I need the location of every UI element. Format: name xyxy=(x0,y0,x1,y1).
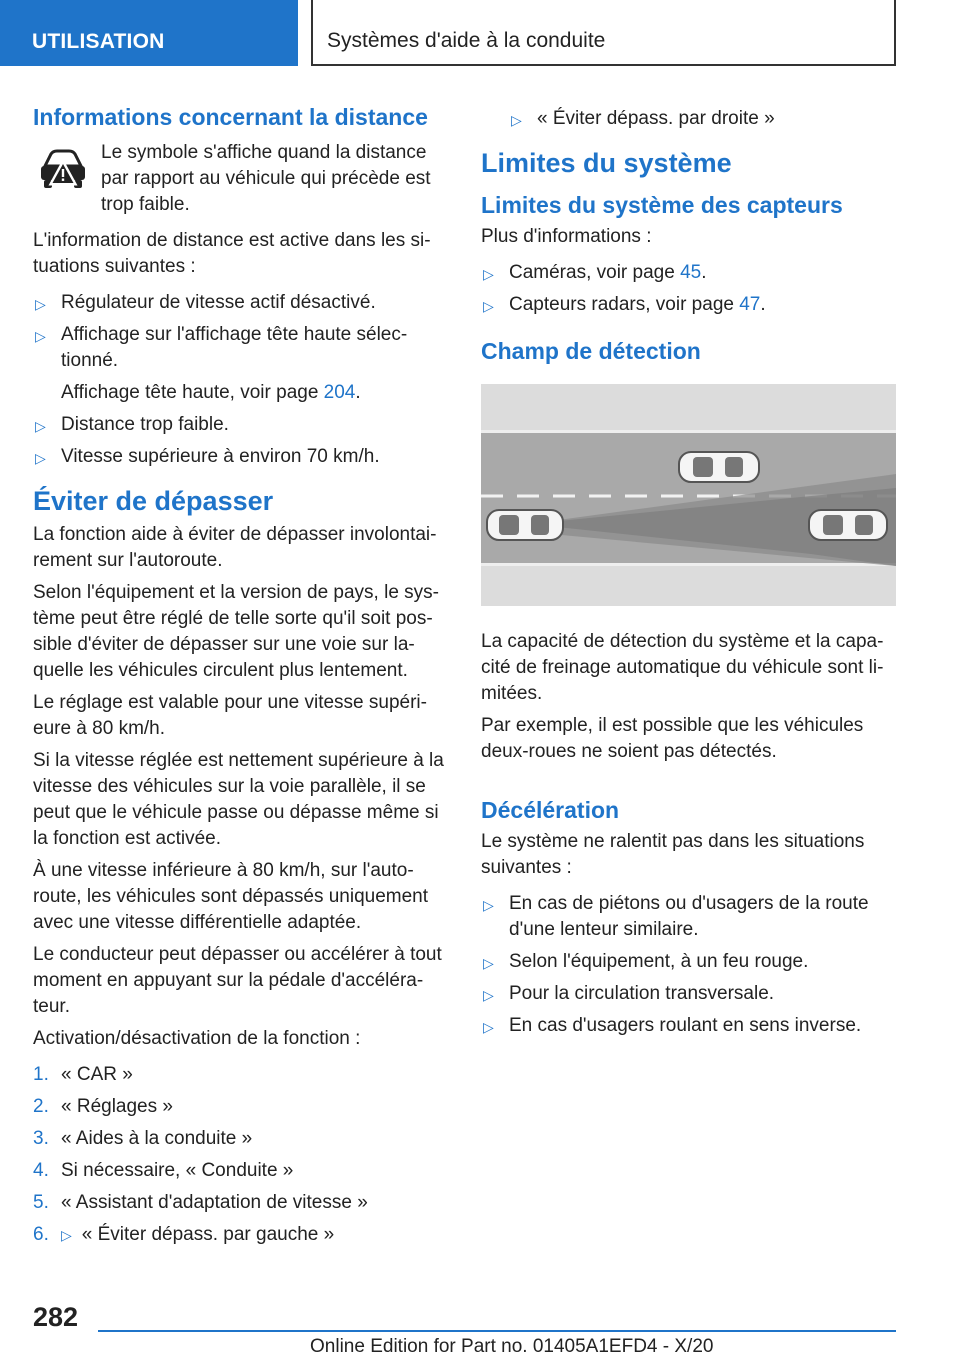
page-header xyxy=(0,0,960,66)
left-column xyxy=(33,100,445,1258)
chapter-box xyxy=(311,0,896,66)
sub-step-list xyxy=(481,106,896,132)
page-link[interactable]: 45 xyxy=(680,262,702,283)
heading-distance-info: Informations concernant la distance xyxy=(33,104,428,130)
paragraph: La capacité de détection du système et la capa-cité de freinage automatique du véhicule sont li-mitées. xyxy=(481,631,884,704)
paragraph: À une vitesse inférieure à 80 km/h, sur l'auto-route, les véhicules sont dépassés uniquement avec une vitesse différentielle adaptée. xyxy=(33,860,429,933)
heading-eviter: Éviter de dépasser xyxy=(33,486,274,516)
list-item: ▷ En cas de piétons ou d'usagers de la route d'une lenteur similaire. xyxy=(483,893,869,940)
list-item: ▷ Caméras, voir page 45. xyxy=(481,260,896,286)
heading-capteurs: Limites du système des capteurs xyxy=(481,192,843,218)
bullet-triangle-icon: ▷ xyxy=(35,296,46,312)
list-item: ▷ Affichage sur l'affichage tête haute sélec-tionné. Affichage tête haute, voir page 204. xyxy=(33,322,445,406)
list-item: 6. ▷ « Éviter dépass. par gauche » xyxy=(33,1224,335,1245)
bullet-triangle-icon: ▷ xyxy=(35,418,46,434)
own-car-icon xyxy=(487,510,563,540)
page-number: 282 xyxy=(33,1302,79,1332)
car-ahead-left-lane-icon xyxy=(679,452,759,482)
deceleration-list xyxy=(481,891,896,1039)
section-tab xyxy=(0,0,298,66)
bullet-triangle-icon: ▷ xyxy=(511,112,522,128)
list-item: ▷ Capteurs radars, voir page 47. xyxy=(481,292,896,318)
list-item: 1. « CAR » xyxy=(33,1064,133,1085)
page-link[interactable]: 47 xyxy=(739,294,761,315)
section-title: UTILISATION xyxy=(32,30,165,53)
chapter-title: Systèmes d'aide à la conduite xyxy=(327,29,606,52)
heading-champ: Champ de détection xyxy=(481,338,701,364)
list-item: ▷ Pour la circulation transversale. xyxy=(481,981,896,1007)
list-item: ▷ « Éviter dépass. par droite » xyxy=(509,106,896,132)
paragraph: La fonction aide à éviter de dépasser involontai-rement sur l'autoroute. xyxy=(33,524,437,571)
distance-warning-car-icon xyxy=(35,142,91,198)
activation-steps xyxy=(33,1062,445,1248)
bullet-triangle-icon: ▷ xyxy=(61,1227,72,1243)
list-item: ▷ En cas d'usagers roulant en sens inverse. xyxy=(481,1013,896,1039)
paragraph: L'information de distance est active dans les si-tuations suivantes : xyxy=(33,230,431,277)
footer-divider xyxy=(98,1330,896,1332)
paragraph: Le conducteur peut dépasser ou accélérer à tout moment en appuyant sur la pédale d'accéléra-teur. xyxy=(33,944,442,1017)
sensor-ref-list xyxy=(481,260,896,318)
heading-deceleration: Décélération xyxy=(481,797,620,823)
paragraph: Activation/désactivation de la fonction : xyxy=(33,1028,361,1049)
paragraph: Selon l'équipement et la version de pays, le sys-tème peut être réglé de telle sorte qu'il soit pos-sible d'éviter de dépasser sur une voie sur la-quelle les véhicules circulent plus lentement. xyxy=(33,582,440,681)
bullet-triangle-icon: ▷ xyxy=(483,266,494,282)
list-item: ▷ Vitesse supérieure à environ 70 km/h. xyxy=(33,444,445,470)
bullet-triangle-icon: ▷ xyxy=(483,1019,494,1035)
bullet-triangle-icon: ▷ xyxy=(35,450,46,466)
detection-field-illustration xyxy=(481,384,896,606)
list-item: ▷ Selon l'équipement, à un feu rouge. xyxy=(481,949,896,975)
edition-text: Online Edition for Part no. 01405A1EFD4 - X/20 xyxy=(310,1336,714,1357)
paragraph: Le réglage est valable pour une vitesse supéri-eure à 80 km/h. xyxy=(33,692,427,739)
list-item: 2. « Réglages » xyxy=(33,1096,173,1117)
right-column xyxy=(481,100,896,1049)
heading-limites: Limites du système xyxy=(481,148,732,178)
distance-warning-row xyxy=(33,140,445,218)
paragraph: Par exemple, il est possible que les véhicules deux-roues ne soient pas détectés. xyxy=(481,715,864,762)
bullet-triangle-icon: ▷ xyxy=(483,897,494,913)
list-item: ▷ Distance trop faible. xyxy=(33,412,445,438)
list-item: 4. Si nécessaire, « Conduite » xyxy=(33,1160,294,1181)
condition-list xyxy=(33,290,445,470)
bullet-triangle-icon: ▷ xyxy=(483,955,494,971)
bullet-triangle-icon: ▷ xyxy=(483,298,494,314)
page-link[interactable]: 204 xyxy=(323,382,356,403)
paragraph: Plus d'informations : xyxy=(481,226,652,247)
bullet-triangle-icon: ▷ xyxy=(35,328,46,344)
bullet-triangle-icon: ▷ xyxy=(483,987,494,1003)
paragraph: Le système ne ralentit pas dans les situations suivantes : xyxy=(481,831,865,878)
paragraph: Si la vitesse réglée est nettement supérieure à la vitesse des véhicules sur la voie parallèle, il se peut que le véhicule passe ou dépasse même si la fonction est activée. xyxy=(33,750,444,849)
list-item: 5. « Assistant d'adaptation de vitesse » xyxy=(33,1192,368,1213)
warning-text: Le symbole s'affiche quand la distance par rapport au véhicule qui précède est trop faible. xyxy=(101,142,431,215)
car-ahead-same-lane-icon xyxy=(809,510,887,540)
list-item: 3. « Aides à la conduite » xyxy=(33,1128,253,1149)
list-item: ▷ Régulateur de vitesse actif désactivé. xyxy=(33,290,445,316)
hud-page-ref: Affichage tête haute, voir page 204. xyxy=(61,382,361,403)
